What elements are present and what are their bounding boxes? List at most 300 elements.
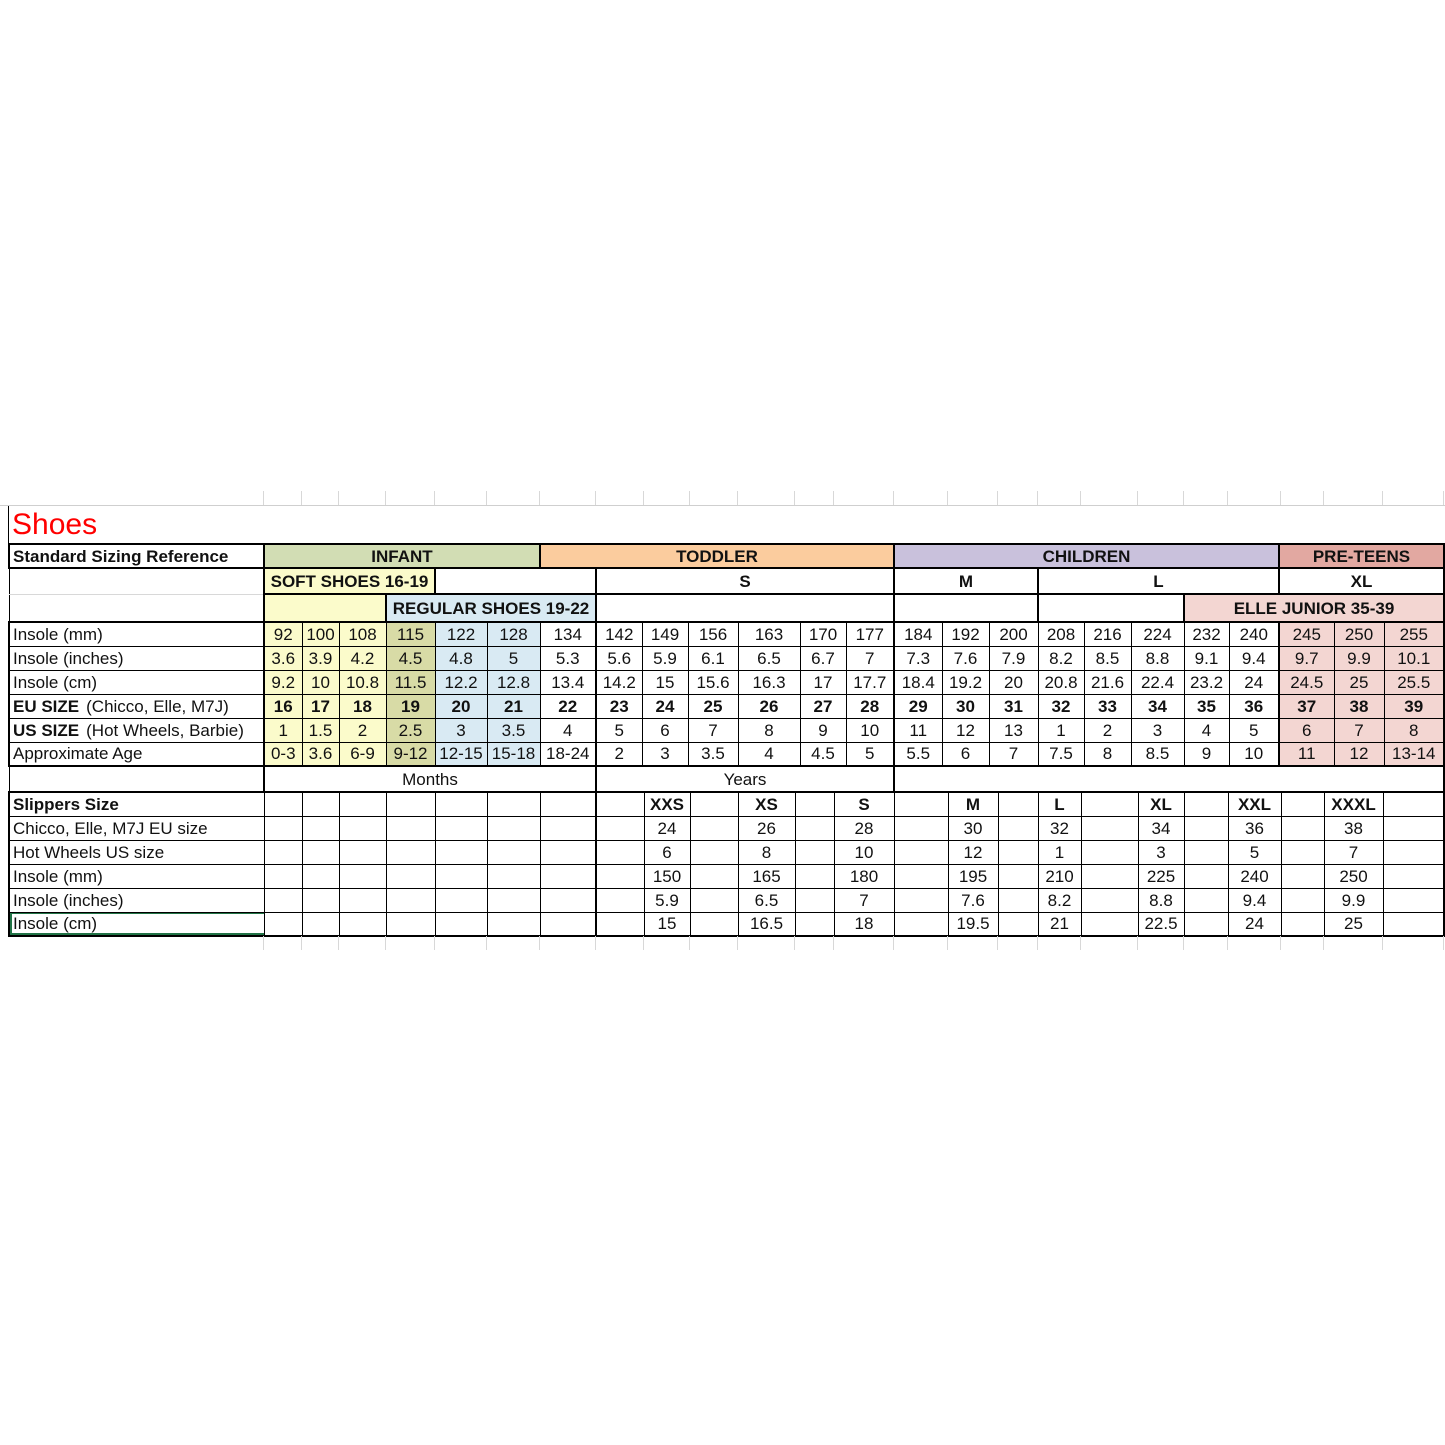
cell[interactable]: 4.8 xyxy=(435,646,487,670)
empty-cell[interactable] xyxy=(894,888,948,912)
cell[interactable]: 6 xyxy=(942,742,989,766)
cell[interactable]: 25 xyxy=(1324,912,1383,936)
cell[interactable]: 156 xyxy=(688,622,738,646)
empty-cell[interactable] xyxy=(435,792,487,816)
empty-cell[interactable] xyxy=(1081,888,1138,912)
slipper-size-header[interactable]: XS xyxy=(738,792,795,816)
empty-cell[interactable] xyxy=(487,792,540,816)
empty-cell[interactable] xyxy=(998,840,1038,864)
cell[interactable]: 12 xyxy=(942,718,989,742)
cell[interactable]: 13-14 xyxy=(1384,742,1444,766)
cell[interactable]: 5.9 xyxy=(642,646,688,670)
empty-cell[interactable] xyxy=(690,840,738,864)
empty-cell[interactable] xyxy=(596,840,644,864)
cell[interactable]: 255 xyxy=(1384,622,1444,646)
empty-cell[interactable] xyxy=(795,888,834,912)
empty-cell[interactable] xyxy=(1281,864,1324,888)
cell[interactable]: 31 xyxy=(989,694,1038,718)
empty-cell[interactable] xyxy=(1184,864,1228,888)
cell[interactable]: 8.5 xyxy=(1131,742,1184,766)
cell[interactable]: 7.9 xyxy=(989,646,1038,670)
empty-cell[interactable] xyxy=(264,864,302,888)
cell[interactable]: 7.3 xyxy=(894,646,942,670)
empty-cell[interactable] xyxy=(386,840,435,864)
cell[interactable]: 3.6 xyxy=(264,646,302,670)
cell[interactable]: 170 xyxy=(800,622,846,646)
empty-cell[interactable] xyxy=(690,792,738,816)
row-label[interactable]: Hot Wheels US size xyxy=(9,840,264,864)
cell[interactable]: 24 xyxy=(644,816,690,840)
slipper-size-header[interactable]: L xyxy=(1038,792,1081,816)
cell[interactable]: 9-12 xyxy=(386,742,435,766)
cell[interactable]: 8 xyxy=(738,840,795,864)
cell[interactable]: 5 xyxy=(1228,840,1281,864)
size-group-header[interactable]: M xyxy=(894,568,1038,594)
cell[interactable]: 142 xyxy=(596,622,642,646)
cell[interactable]: 30 xyxy=(942,694,989,718)
empty-cell[interactable] xyxy=(487,912,540,936)
cell[interactable]: 216 xyxy=(1084,622,1131,646)
empty-cell[interactable] xyxy=(795,840,834,864)
cell[interactable]: 5 xyxy=(596,718,642,742)
cell[interactable]: 26 xyxy=(738,694,800,718)
empty-cell[interactable] xyxy=(264,792,302,816)
cell[interactable]: 8 xyxy=(738,718,800,742)
size-group-header[interactable]: S xyxy=(596,568,894,594)
empty-cell[interactable] xyxy=(690,864,738,888)
cell[interactable]: 17.7 xyxy=(846,670,894,694)
cell[interactable]: 36 xyxy=(1229,694,1279,718)
empty-cell[interactable] xyxy=(596,594,894,622)
empty-cell[interactable] xyxy=(1383,864,1444,888)
empty-cell[interactable] xyxy=(1081,912,1138,936)
slipper-size-header[interactable]: M xyxy=(948,792,998,816)
empty-cell[interactable] xyxy=(264,816,302,840)
empty-cell[interactable] xyxy=(1383,840,1444,864)
empty-cell[interactable] xyxy=(386,888,435,912)
empty-cell[interactable] xyxy=(264,912,302,936)
empty-cell[interactable] xyxy=(435,864,487,888)
band-children[interactable]: CHILDREN xyxy=(894,544,1279,568)
empty-cell[interactable] xyxy=(1184,888,1228,912)
band-toddler[interactable]: TODDLER xyxy=(540,544,894,568)
cell[interactable]: 5 xyxy=(846,742,894,766)
cell[interactable]: 192 xyxy=(942,622,989,646)
cell[interactable]: 32 xyxy=(1038,694,1084,718)
cell[interactable]: 18.4 xyxy=(894,670,942,694)
cell[interactable]: 15-18 xyxy=(487,742,540,766)
cell[interactable]: 28 xyxy=(846,694,894,718)
cell[interactable]: 115 xyxy=(386,622,435,646)
empty-cell[interactable] xyxy=(1281,888,1324,912)
empty-cell[interactable] xyxy=(540,864,596,888)
cell[interactable]: 225 xyxy=(1138,864,1184,888)
empty-cell[interactable] xyxy=(894,766,1444,792)
empty-cell[interactable] xyxy=(894,792,948,816)
empty-cell[interactable] xyxy=(596,816,644,840)
empty-cell[interactable] xyxy=(1184,840,1228,864)
cell[interactable]: 184 xyxy=(894,622,942,646)
empty-cell[interactable] xyxy=(302,912,339,936)
cell[interactable]: 10 xyxy=(834,840,894,864)
empty-cell[interactable] xyxy=(9,766,264,792)
cell[interactable]: 7.6 xyxy=(942,646,989,670)
cell[interactable]: 9.7 xyxy=(1279,646,1334,670)
cell[interactable]: 6-9 xyxy=(339,742,386,766)
empty-cell[interactable] xyxy=(998,912,1038,936)
slipper-size-header[interactable]: XL xyxy=(1138,792,1184,816)
slipper-size-header[interactable]: XXL xyxy=(1228,792,1281,816)
cell[interactable]: 8.8 xyxy=(1131,646,1184,670)
empty-cell[interactable] xyxy=(540,792,596,816)
cell[interactable]: 7 xyxy=(834,888,894,912)
slippers-header[interactable]: Slippers Size xyxy=(9,792,264,816)
empty-cell[interactable] xyxy=(1184,816,1228,840)
cell[interactable]: 9 xyxy=(1184,742,1229,766)
empty-cell[interactable] xyxy=(894,594,1038,622)
empty-cell[interactable] xyxy=(386,864,435,888)
cell[interactable]: 10 xyxy=(302,670,339,694)
empty-cell[interactable] xyxy=(1081,864,1138,888)
cell[interactable]: 10.8 xyxy=(339,670,386,694)
empty-cell[interactable] xyxy=(1081,816,1138,840)
cell[interactable]: 11 xyxy=(894,718,942,742)
empty-cell[interactable] xyxy=(795,912,834,936)
row-label[interactable]: Insole (inches) xyxy=(9,646,264,670)
slipper-size-header[interactable]: XXXL xyxy=(1324,792,1383,816)
cell[interactable]: 224 xyxy=(1131,622,1184,646)
cell[interactable]: 195 xyxy=(948,864,998,888)
cell[interactable]: 26 xyxy=(738,816,795,840)
empty-cell[interactable] xyxy=(487,840,540,864)
empty-cell[interactable] xyxy=(339,864,386,888)
cell[interactable]: 245 xyxy=(1279,622,1334,646)
empty-cell[interactable] xyxy=(302,864,339,888)
cell[interactable]: 165 xyxy=(738,864,795,888)
cell[interactable]: 6 xyxy=(644,840,690,864)
empty-cell[interactable] xyxy=(302,816,339,840)
cell[interactable]: 24.5 xyxy=(1279,670,1334,694)
cell[interactable]: 19.2 xyxy=(942,670,989,694)
cell[interactable]: 5.9 xyxy=(644,888,690,912)
cell[interactable]: 25 xyxy=(1334,670,1384,694)
empty-cell[interactable] xyxy=(690,888,738,912)
cell[interactable]: 9.9 xyxy=(1324,888,1383,912)
cell[interactable]: 4 xyxy=(738,742,800,766)
row-label[interactable]: Insole (inches) xyxy=(9,888,264,912)
soft-shoes-header[interactable]: SOFT SHOES 16-19 xyxy=(264,568,435,594)
empty-cell[interactable] xyxy=(487,816,540,840)
cell[interactable]: 16.3 xyxy=(738,670,800,694)
size-group-header[interactable]: XL xyxy=(1279,568,1444,594)
cell[interactable]: 4 xyxy=(1184,718,1229,742)
cell[interactable]: 29 xyxy=(894,694,942,718)
empty-cell[interactable] xyxy=(1383,792,1444,816)
cell[interactable]: 210 xyxy=(1038,864,1081,888)
empty-cell[interactable] xyxy=(435,568,596,594)
empty-cell[interactable] xyxy=(9,594,264,622)
cell[interactable]: 4.5 xyxy=(386,646,435,670)
row-label[interactable]: Chicco, Elle, M7J EU size xyxy=(9,816,264,840)
empty-cell[interactable] xyxy=(1281,792,1324,816)
cell[interactable]: 12-15 xyxy=(435,742,487,766)
empty-cell[interactable] xyxy=(1184,912,1228,936)
empty-cell[interactable] xyxy=(596,864,644,888)
cell[interactable]: 14.2 xyxy=(596,670,642,694)
cell[interactable]: 5 xyxy=(1229,718,1279,742)
empty-cell[interactable] xyxy=(540,888,596,912)
empty-cell[interactable] xyxy=(386,792,435,816)
cell[interactable]: 9.4 xyxy=(1228,888,1281,912)
band-infant[interactable]: INFANT xyxy=(264,544,540,568)
cell[interactable]: 15 xyxy=(642,670,688,694)
cell[interactable]: 1 xyxy=(1038,840,1081,864)
cell[interactable]: 33 xyxy=(1084,694,1131,718)
row-label[interactable]: Approximate Age xyxy=(9,742,264,766)
months-cell[interactable]: Months xyxy=(264,766,596,792)
empty-cell[interactable] xyxy=(1038,594,1184,622)
cell[interactable]: 24 xyxy=(1228,912,1281,936)
empty-cell[interactable] xyxy=(795,792,834,816)
empty-cell[interactable] xyxy=(894,912,948,936)
cell[interactable]: 6.7 xyxy=(800,646,846,670)
cell[interactable]: 9 xyxy=(800,718,846,742)
cell[interactable]: 23.2 xyxy=(1184,670,1229,694)
cell[interactable]: 8 xyxy=(1384,718,1444,742)
cell[interactable]: 30 xyxy=(948,816,998,840)
empty-cell[interactable] xyxy=(302,888,339,912)
cell[interactable]: 3 xyxy=(1131,718,1184,742)
cell[interactable]: 36 xyxy=(1228,816,1281,840)
cell[interactable]: 5.5 xyxy=(894,742,942,766)
empty-cell[interactable] xyxy=(1081,840,1138,864)
cell[interactable]: 21.6 xyxy=(1084,670,1131,694)
empty-cell[interactable] xyxy=(339,840,386,864)
empty-cell[interactable] xyxy=(435,816,487,840)
cell[interactable]: 12.8 xyxy=(487,670,540,694)
cell[interactable]: 21 xyxy=(1038,912,1081,936)
cell[interactable]: 18-24 xyxy=(540,742,596,766)
cell[interactable]: 100 xyxy=(302,622,339,646)
row-label[interactable] xyxy=(9,694,264,718)
cell[interactable]: 0-3 xyxy=(264,742,302,766)
cell[interactable]: 3 xyxy=(1138,840,1184,864)
cell[interactable]: 250 xyxy=(1334,622,1384,646)
empty-cell[interactable] xyxy=(264,594,386,622)
cell[interactable]: 10 xyxy=(1229,742,1279,766)
cell[interactable]: 1.5 xyxy=(302,718,339,742)
cell[interactable]: 22.5 xyxy=(1138,912,1184,936)
cell[interactable]: 92 xyxy=(264,622,302,646)
cell[interactable]: 4 xyxy=(540,718,596,742)
cell[interactable]: 18 xyxy=(834,912,894,936)
cell[interactable]: 20 xyxy=(989,670,1038,694)
cell[interactable]: 208 xyxy=(1038,622,1084,646)
cell[interactable]: 17 xyxy=(302,694,339,718)
cell[interactable]: 28 xyxy=(834,816,894,840)
empty-cell[interactable] xyxy=(487,864,540,888)
empty-cell[interactable] xyxy=(1281,912,1324,936)
cell[interactable]: 10.1 xyxy=(1384,646,1444,670)
cell[interactable]: 35 xyxy=(1184,694,1229,718)
corner-header[interactable]: Standard Sizing Reference xyxy=(9,544,264,568)
cell[interactable]: 16 xyxy=(264,694,302,718)
empty-cell[interactable] xyxy=(540,840,596,864)
cell[interactable]: 9.1 xyxy=(1184,646,1229,670)
empty-cell[interactable] xyxy=(302,840,339,864)
cell[interactable]: 122 xyxy=(435,622,487,646)
cell[interactable]: 134 xyxy=(540,622,596,646)
row-label[interactable]: Insole (mm) xyxy=(9,864,264,888)
cell[interactable]: 38 xyxy=(1334,694,1384,718)
cell[interactable]: 15 xyxy=(644,912,690,936)
cell[interactable]: 32 xyxy=(1038,816,1081,840)
cell[interactable]: 12 xyxy=(948,840,998,864)
size-group-header[interactable]: L xyxy=(1038,568,1279,594)
empty-cell[interactable] xyxy=(339,912,386,936)
empty-cell[interactable] xyxy=(1281,840,1324,864)
cell[interactable]: 3.5 xyxy=(688,742,738,766)
empty-cell[interactable] xyxy=(596,912,644,936)
cell[interactable]: 11 xyxy=(1279,742,1334,766)
cell[interactable]: 2 xyxy=(1084,718,1131,742)
regular-shoes-header[interactable]: REGULAR SHOES 19-22 xyxy=(386,594,596,622)
cell[interactable]: 250 xyxy=(1324,864,1383,888)
cell[interactable]: 108 xyxy=(339,622,386,646)
cell[interactable]: 3 xyxy=(435,718,487,742)
cell[interactable]: 4.5 xyxy=(800,742,846,766)
slipper-size-header[interactable]: S xyxy=(834,792,894,816)
empty-cell[interactable] xyxy=(540,816,596,840)
cell[interactable]: 3.6 xyxy=(302,742,339,766)
cell[interactable]: 6 xyxy=(1279,718,1334,742)
cell[interactable]: 18 xyxy=(339,694,386,718)
cell[interactable]: 8.2 xyxy=(1038,646,1084,670)
cell[interactable]: 163 xyxy=(738,622,800,646)
cell[interactable]: 5.3 xyxy=(540,646,596,670)
cell[interactable]: 12 xyxy=(1334,742,1384,766)
empty-cell[interactable] xyxy=(435,888,487,912)
cell[interactable]: 9.4 xyxy=(1229,646,1279,670)
empty-cell[interactable] xyxy=(386,816,435,840)
empty-cell[interactable] xyxy=(339,792,386,816)
cell[interactable]: 180 xyxy=(834,864,894,888)
empty-cell[interactable] xyxy=(1281,816,1324,840)
cell[interactable]: 7 xyxy=(1324,840,1383,864)
cell[interactable]: 8.5 xyxy=(1084,646,1131,670)
cell[interactable]: 25 xyxy=(688,694,738,718)
cell[interactable]: 8.8 xyxy=(1138,888,1184,912)
cell[interactable]: 2 xyxy=(596,742,642,766)
cell[interactable]: 22 xyxy=(540,694,596,718)
cell[interactable]: 149 xyxy=(642,622,688,646)
cell[interactable]: 5 xyxy=(487,646,540,670)
cell[interactable]: 200 xyxy=(989,622,1038,646)
cell[interactable]: 3.5 xyxy=(487,718,540,742)
cell[interactable]: 6.1 xyxy=(688,646,738,670)
cell[interactable]: 37 xyxy=(1279,694,1334,718)
empty-cell[interactable] xyxy=(1081,792,1138,816)
cell[interactable]: 22.4 xyxy=(1131,670,1184,694)
empty-cell[interactable] xyxy=(487,888,540,912)
band-pre-teens[interactable]: PRE-TEENS xyxy=(1279,544,1444,568)
empty-cell[interactable] xyxy=(894,816,948,840)
empty-cell[interactable] xyxy=(998,888,1038,912)
cell[interactable]: 17 xyxy=(800,670,846,694)
cell[interactable]: 1 xyxy=(264,718,302,742)
cell[interactable]: 4.2 xyxy=(339,646,386,670)
cell[interactable]: 6 xyxy=(642,718,688,742)
years-cell[interactable]: Years xyxy=(596,766,894,792)
cell[interactable]: 38 xyxy=(1324,816,1383,840)
cell[interactable]: 9.9 xyxy=(1334,646,1384,670)
cell[interactable]: 25.5 xyxy=(1384,670,1444,694)
cell[interactable]: 23 xyxy=(596,694,642,718)
row-label[interactable]: Insole (cm) xyxy=(9,670,264,694)
empty-cell[interactable] xyxy=(9,568,264,594)
cell[interactable]: 13.4 xyxy=(540,670,596,694)
cell[interactable]: 21 xyxy=(487,694,540,718)
empty-cell[interactable] xyxy=(894,840,948,864)
cell[interactable]: 12.2 xyxy=(435,670,487,694)
row-label[interactable]: Insole (cm) xyxy=(9,912,264,936)
cell[interactable]: 13 xyxy=(989,718,1038,742)
row-label[interactable] xyxy=(9,718,264,742)
cell[interactable]: 20.8 xyxy=(1038,670,1084,694)
cell[interactable]: 7 xyxy=(688,718,738,742)
cell[interactable]: 2.5 xyxy=(386,718,435,742)
cell[interactable]: 7.6 xyxy=(948,888,998,912)
cell[interactable]: 19.5 xyxy=(948,912,998,936)
empty-cell[interactable] xyxy=(690,816,738,840)
empty-cell[interactable] xyxy=(894,864,948,888)
cell[interactable]: 7 xyxy=(989,742,1038,766)
cell[interactable]: 6.5 xyxy=(738,646,800,670)
cell[interactable]: 150 xyxy=(644,864,690,888)
empty-cell[interactable] xyxy=(1184,792,1228,816)
empty-cell[interactable] xyxy=(339,816,386,840)
empty-cell[interactable] xyxy=(386,912,435,936)
empty-cell[interactable] xyxy=(339,888,386,912)
cell[interactable]: 128 xyxy=(487,622,540,646)
empty-cell[interactable] xyxy=(435,912,487,936)
cell[interactable]: 7.5 xyxy=(1038,742,1084,766)
empty-cell[interactable] xyxy=(998,792,1038,816)
empty-cell[interactable] xyxy=(540,912,596,936)
empty-cell[interactable] xyxy=(264,888,302,912)
cell[interactable]: 34 xyxy=(1131,694,1184,718)
cell[interactable]: 16.5 xyxy=(738,912,795,936)
row-label[interactable]: Insole (mm) xyxy=(9,622,264,646)
empty-cell[interactable] xyxy=(998,864,1038,888)
cell[interactable]: 27 xyxy=(800,694,846,718)
elle-junior-header[interactable]: ELLE JUNIOR 35-39 xyxy=(1184,594,1444,622)
cell[interactable]: 240 xyxy=(1228,864,1281,888)
cell[interactable]: 15.6 xyxy=(688,670,738,694)
empty-cell[interactable] xyxy=(998,816,1038,840)
cell[interactable]: 7 xyxy=(846,646,894,670)
cell[interactable]: 34 xyxy=(1138,816,1184,840)
empty-cell[interactable] xyxy=(435,840,487,864)
empty-cell[interactable] xyxy=(596,792,644,816)
cell[interactable]: 240 xyxy=(1229,622,1279,646)
empty-cell[interactable] xyxy=(795,816,834,840)
cell[interactable]: 20 xyxy=(435,694,487,718)
title-row[interactable] xyxy=(8,506,1443,543)
cell[interactable]: 7 xyxy=(1334,718,1384,742)
cell[interactable]: 11.5 xyxy=(386,670,435,694)
cell[interactable]: 2 xyxy=(339,718,386,742)
